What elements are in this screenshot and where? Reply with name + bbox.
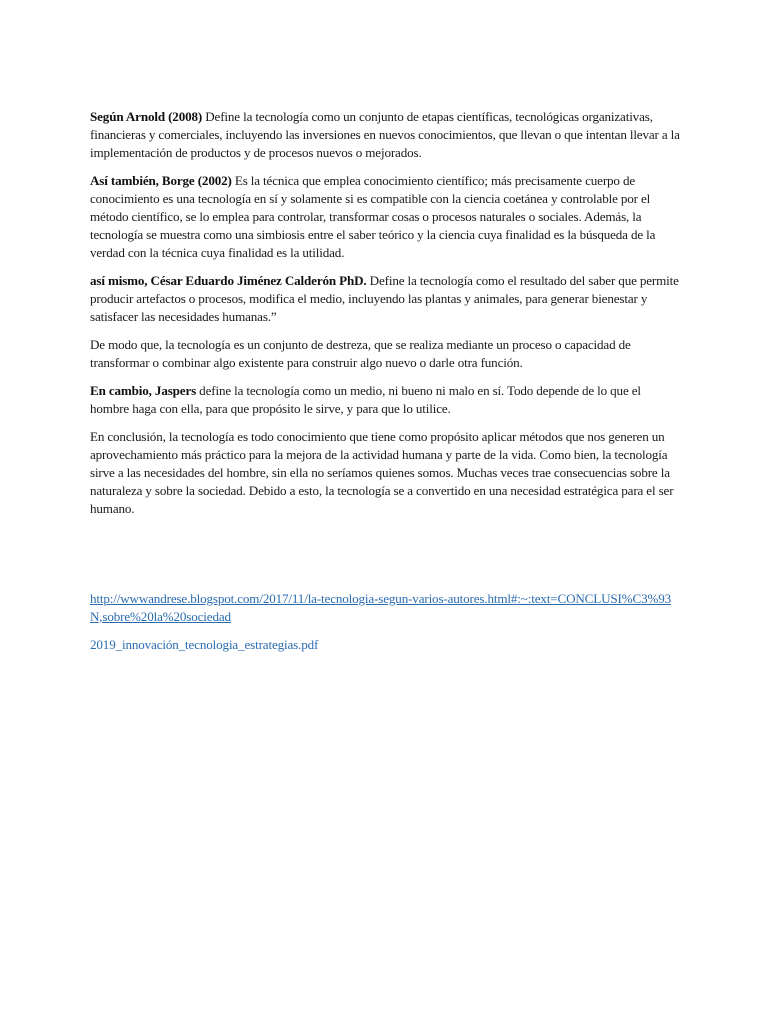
paragraph-lead: Así también, Borge (2002) [90, 173, 232, 188]
paragraph-text: define la tecnología como un medio, ni bueno ni malo en sí. Todo depende de lo que el hombre haga con ella, para que propósito le sirve, y para que lo utilice. [90, 383, 641, 416]
paragraph-borge [90, 172, 680, 262]
blank-space [90, 528, 680, 590]
paragraph-lead: así mismo, César Eduardo Jiménez Calderón PhD. [90, 273, 367, 288]
paragraph-text: De modo que, la tecnología es un conjunto de destreza, que se realiza mediante un proceso o capacidad de transformar o combinar algo existente para construir algo nuevo o darle otra función. [90, 337, 631, 370]
paragraph-arnold [90, 108, 680, 162]
paragraph-conclusion [90, 428, 680, 518]
paragraph-jaspers [90, 382, 680, 418]
paragraph-jimenez [90, 272, 680, 326]
paragraph-lead: En cambio, Jaspers [90, 383, 197, 398]
paragraph-lead: Según Arnold (2008) [90, 109, 203, 124]
reference-url-link[interactable]: http://wwwandrese.blogspot.com/2017/11/la-tecnologia-segun-varios-autores.html#:~:text=CONCLUSI%C3%93N,sobre%20la%20sociedad [90, 591, 672, 624]
paragraph-text: Define la tecnología como el resultado del saber que permite producir artefactos o procesos, modifica el medio, incluyendo las plantas y animales, para generar bienestar y satisfacer las necesidades humanas.” [90, 273, 679, 324]
document-body [90, 108, 680, 654]
paragraph-text: Define la tecnología como un conjunto de etapas científicas, tecnológicas organizativas, financieras y comerciales, incluyendo las inversiones en nuevos conocimientos, que llevan o que intentan llevar a la implementación de productos y de procesos nuevos o mejorados. [90, 109, 680, 160]
reference-file-link[interactable]: 2019_innovación_tecnologia_estrategias.pdf [90, 637, 319, 652]
paragraph-destreza [90, 336, 680, 372]
paragraph-text: Es la técnica que emplea conocimiento científico; más precisamente cuerpo de conocimiento es una tecnología en sí y solamente si es compatible con la ciencia coetánea y controlable por el método científico, se lo emplea para controlar, transformar cosas o procesos naturales o sociales. Además, la tecnología se muestra como una simbiosis entre el saber teórico y la ciencia cuya finalidad es la búsqueda de la verdad con la técnica cuya finalidad es la utilidad. [90, 173, 656, 260]
paragraph-text: En conclusión, la tecnología es todo conocimiento que tiene como propósito aplicar métodos que nos generen un aprovechamiento más práctico para la mejora de la actividad humana y parte de la vida. Como bien, la tecnología sirve a las necesidades del hombre, sin ella no seríamos quienes somos. Muchas veces trae consecuencias sobre la naturaleza y sobre la sociedad. Debido a esto, la tecnología se a convertido en una necesidad estratégica para el ser humano. [90, 429, 674, 516]
